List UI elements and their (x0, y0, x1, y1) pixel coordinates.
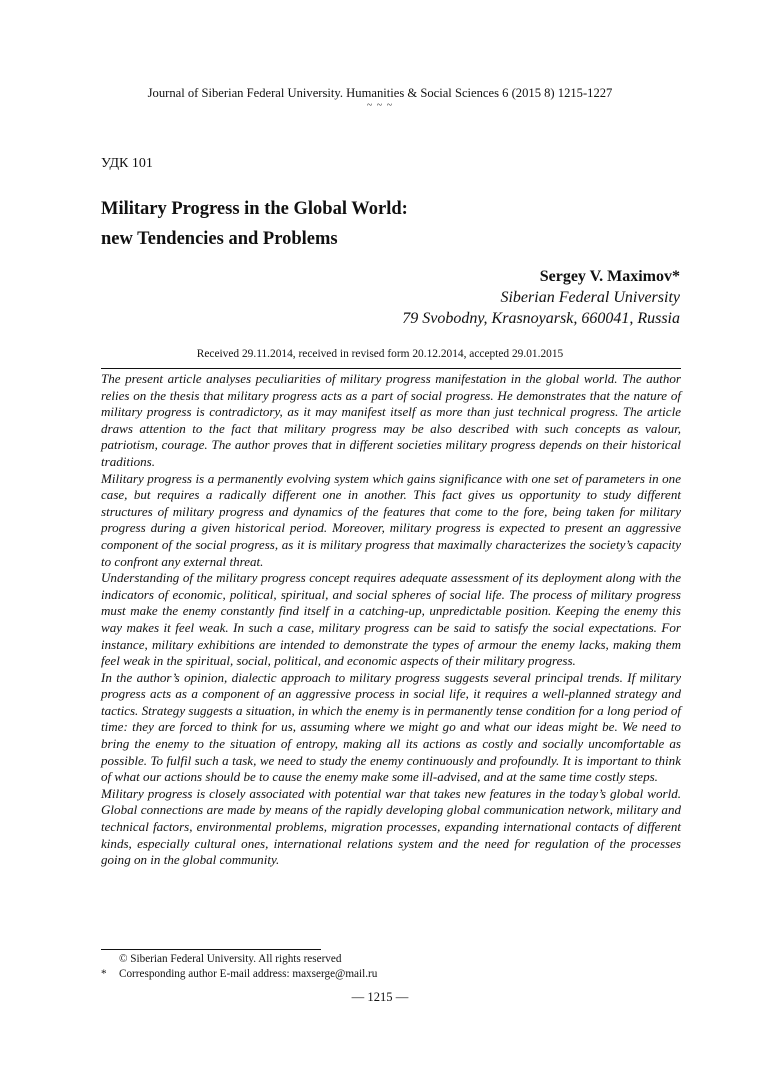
header-separator: ~ ~ ~ (366, 100, 394, 111)
abstract-paragraph-2: Military progress is a permanently evolving system which gains significance with one set of parameters in one case, but requires a radically different one in another. This fact gives us opportunity to study different structures of military progress and dynamics of the features that come to the fore, being taken for military progress during a given historical period. Moreover, military progress is expected to present an aggressive component of the social progress, as it is military progress that maximally characterizes the society’s capacity to confront any external threat. (101, 470, 681, 569)
journal-header: Journal of Siberian Federal University. Humanities & Social Sciences 6 (2015 8) 1215-1227 (147, 86, 613, 100)
author-name: Sergey V. Maximov* (539, 268, 680, 285)
corresponding-author-email: Corresponding author E-mail address: maxserge@mail.ru (119, 968, 378, 980)
author-affiliation: Siberian Federal University (500, 289, 680, 306)
abstract-top-rule (101, 368, 681, 369)
author-address: 79 Svobodny, Krasnoyarsk, 660041, Russia (402, 310, 680, 327)
abstract (101, 371, 681, 869)
copyright-footnote: © Siberian Federal University. All rights reserved (119, 953, 342, 965)
abstract-paragraph-4: In the author’s opinion, dialectic approach to military progress suggests several principal trends. If military progress acts as a component of an aggressive process in social life, it requires a well-planned strategy and tactics. Strategy suggests a situation, in which the enemy is in permanently tense condition for a long period of time: they are forced to think for us, assuming where we might go and what our ideas might be. We need to bring the enemy to the situation of entropy, making all its actions as costly and socially uncomfortable as possible. To fulfil such a task, we need to study the enemy continuously and profoundly. It is important to think of what our actions should be to cause the enemy make some ill-advised, and at the same time costly steps. (101, 669, 681, 785)
udc-code: УДК 101 (101, 156, 153, 171)
article-title (101, 194, 408, 254)
title-line-1: Military Progress in the Global World: (101, 199, 408, 219)
page-number: — 1215 — (351, 990, 409, 1004)
abstract-paragraph-1: The present article analyses peculiarities of military progress manifestation in the global world. The author relies on the thesis that military progress acts as a part of social progress. He demonstrates that the nature of military progress is contradictory, as it may manifest itself as more than just technical progress. The article draws attention to the fact that military progress may be also described with such concepts as valour, patriotism, courage. The author proves that in different societies military progress depends on their historical traditions. (101, 371, 681, 469)
footnote-rule (101, 949, 321, 950)
title-line-2: new Tendencies and Problems (101, 229, 338, 249)
author-block (402, 266, 680, 329)
received-dates: Received 29.11.2014, received in revised form 20.12.2014, accepted 29.01.2015 (196, 348, 564, 360)
corresponding-author-footnote (101, 967, 377, 982)
abstract-paragraph-3: Understanding of the military progress concept requires adequate assessment of its deployment along with the indicators of economic, political, spiritual, and social spheres of social life. The process of military progress must make the enemy constantly find itself in a catching-up, unpredictable position. Keeping the enemy this way makes it feel weak. In such a case, military progress can be said to satisfy the social expectations. For instance, military exhibitions are intended to demonstrate the types of armour the enemy lacks, making them feel weak in the spiritual, social, political, and economic aspects of their military progress. (101, 570, 681, 669)
abstract-paragraph-5: Military progress is closely associated with potential war that takes new features in the today’s global world. Global connections are made by means of the rapidly developing global communication network, military and technical factors, environmental problems, migration processes, expanding international contacts of different kinds, especially cultural ones, international relations system and the need for regulation of the processes going on in the global community. (101, 785, 681, 868)
footnote-asterisk: * (101, 968, 107, 980)
